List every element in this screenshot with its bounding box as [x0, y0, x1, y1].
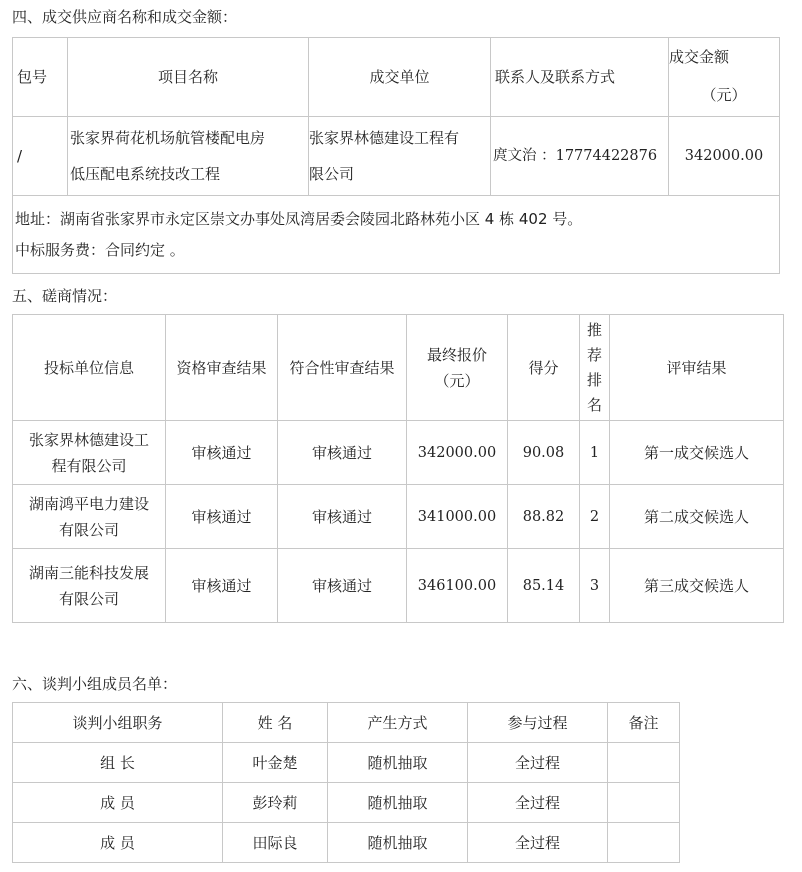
cell-unit-line1: 张家界林德建设工程有	[309, 129, 460, 147]
cell-position: 成 员	[13, 823, 223, 863]
fee-line	[15, 235, 779, 266]
cell-bidder-line1: 湖南鸿平电力建设	[28, 494, 149, 513]
header-amount-line2: （元）	[701, 86, 747, 104]
cell-amount: 342000.00	[669, 117, 780, 196]
section5-heading: 五、磋商情况：	[12, 287, 118, 305]
header-rank-char: 荐	[586, 345, 602, 364]
cell-bidder	[13, 549, 166, 623]
header-rank-char: 名	[586, 395, 602, 414]
cell-score: 88.82	[508, 485, 580, 549]
committee-header-row	[13, 703, 680, 743]
cell-method: 随机抽取	[328, 743, 468, 783]
header-rank	[580, 315, 610, 421]
table-row	[13, 783, 680, 823]
address-line	[15, 204, 779, 235]
header-process: 参与过程	[468, 703, 608, 743]
address-label: 地址：	[15, 209, 61, 228]
cell-project-line1: 张家界荷花机场航管楼配电房	[70, 129, 266, 147]
supplier-table	[12, 37, 780, 274]
cell-result: 第一成交候选人	[610, 421, 784, 485]
cell-remark	[608, 823, 680, 863]
cell-project-line2: 低压配电系统技改工程	[70, 165, 221, 183]
cell-position: 组 长	[13, 743, 223, 783]
header-amount	[669, 38, 780, 117]
evaluation-header-row	[13, 315, 784, 421]
cell-remark	[608, 743, 680, 783]
cell-score: 85.14	[508, 549, 580, 623]
header-name: 姓 名	[223, 703, 328, 743]
cell-method: 随机抽取	[328, 783, 468, 823]
header-contact: 联系人及联系方式	[491, 38, 669, 117]
header-method: 产生方式	[328, 703, 468, 743]
cell-bidder	[13, 485, 166, 549]
table-row	[13, 823, 680, 863]
header-score: 得分	[508, 315, 580, 421]
fee-value: 合同约定 。	[105, 240, 185, 259]
header-unit: 成交单位	[309, 38, 491, 117]
cell-contact: 庹文治 ：17774422876	[491, 117, 669, 196]
cell-rank: 3	[580, 549, 610, 623]
cell-qualification: 审核通过	[166, 549, 278, 623]
cell-supplier-info	[13, 196, 780, 274]
cell-price: 341000.00	[407, 485, 508, 549]
header-project: 项目名称	[68, 38, 309, 117]
header-compliance: 符合性审查结果	[278, 315, 407, 421]
cell-process: 全过程	[468, 783, 608, 823]
header-qualification: 资格审查结果	[166, 315, 278, 421]
cell-price: 346100.00	[407, 549, 508, 623]
header-amount-line1: 成交金额	[669, 48, 730, 66]
cell-method: 随机抽取	[328, 823, 468, 863]
header-bidder: 投标单位信息	[13, 315, 166, 421]
supplier-info-row	[13, 196, 780, 274]
cell-rank: 2	[580, 485, 610, 549]
cell-score: 90.08	[508, 421, 580, 485]
cell-position: 成 员	[13, 783, 223, 823]
committee-table	[12, 702, 680, 863]
cell-result: 第二成交候选人	[610, 485, 784, 549]
cell-process: 全过程	[468, 823, 608, 863]
cell-unit-line2: 限公司	[309, 165, 355, 183]
cell-bidder	[13, 421, 166, 485]
cell-rank: 1	[580, 421, 610, 485]
cell-name: 田际良	[223, 823, 328, 863]
header-position: 谈判小组职务	[13, 703, 223, 743]
cell-process: 全过程	[468, 743, 608, 783]
cell-qualification: 审核通过	[166, 485, 278, 549]
cell-project	[68, 117, 309, 196]
cell-remark	[608, 783, 680, 823]
cell-qualification: 审核通过	[166, 421, 278, 485]
cell-bidder-line1: 张家界林德建设工	[28, 430, 149, 449]
cell-name: 彭玲莉	[223, 783, 328, 823]
cell-compliance: 审核通过	[278, 549, 407, 623]
cell-bidder-line2: 程有限公司	[51, 456, 127, 475]
header-price	[407, 315, 508, 421]
table-row	[13, 549, 784, 623]
section6-heading: 六、谈判小组成员名单：	[12, 675, 178, 693]
section4-heading: 四、成交供应商名称和成交金额：	[12, 8, 238, 26]
cell-bidder-line1: 湖南三能科技发展	[28, 563, 149, 582]
table-row	[13, 485, 784, 549]
cell-unit	[309, 117, 491, 196]
address-value: 湖南省张家界市永定区崇文办事处凤湾居委会陵园北路林苑小区 4 栋 402 号。	[60, 209, 583, 228]
table-row	[13, 743, 680, 783]
cell-result: 第三成交候选人	[610, 549, 784, 623]
header-rank-char: 排	[586, 370, 602, 389]
cell-compliance: 审核通过	[278, 421, 407, 485]
header-rank-char: 推	[586, 320, 602, 339]
header-remark: 备注	[608, 703, 680, 743]
header-price-line2: （元）	[434, 371, 480, 390]
cell-bidder-line2: 有限公司	[58, 520, 119, 539]
table-row	[13, 421, 784, 485]
header-result: 评审结果	[610, 315, 784, 421]
header-price-line1: 最终报价	[426, 345, 487, 364]
evaluation-table	[12, 314, 784, 623]
cell-compliance: 审核通过	[278, 485, 407, 549]
cell-price: 342000.00	[407, 421, 508, 485]
supplier-table-header-row	[13, 38, 780, 117]
cell-name: 叶金楚	[223, 743, 328, 783]
header-package: 包号	[13, 38, 68, 117]
fee-label: 中标服务费：	[15, 240, 106, 259]
cell-bidder-line2: 有限公司	[58, 589, 119, 608]
cell-package: /	[13, 117, 68, 196]
supplier-row	[13, 117, 780, 196]
